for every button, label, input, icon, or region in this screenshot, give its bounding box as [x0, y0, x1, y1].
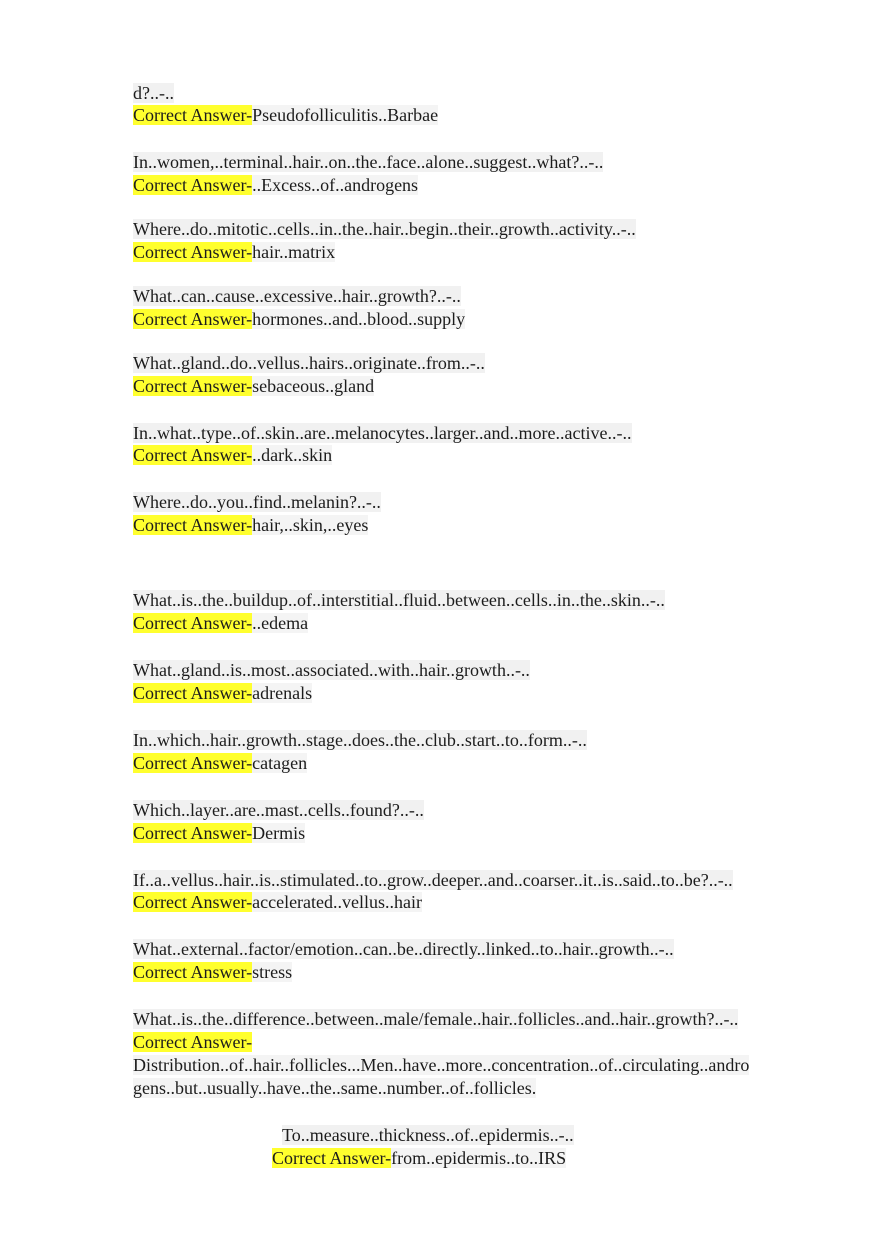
question-text: What..is..the..buildup..of..interstitial..fluid..between..cells..in..the..skin..-..	[133, 590, 665, 610]
correct-answer-label: Correct Answer-	[133, 175, 253, 195]
answer-text: Pseudofolliculitis..Barbae	[252, 105, 439, 125]
correct-answer-label: Correct Answer-	[133, 105, 253, 125]
answer-text: catagen	[252, 753, 308, 773]
question-text: Where..do..you..find..melanin?..-..	[133, 492, 381, 512]
answer-text: adrenals	[252, 683, 313, 703]
question-text: In..what..type..of..skin..are..melanocytes..larger..and..more..active..-..	[133, 423, 632, 443]
answer-text: hair,..skin,..eyes	[252, 515, 369, 535]
answer-text: ..Excess..of..androgens	[252, 175, 419, 195]
correct-answer-label: Correct Answer-	[133, 753, 253, 773]
answer-line	[133, 961, 292, 983]
answer-text: sebaceous..gland	[252, 376, 375, 396]
question-text: In..women,..terminal..hair..on..the..face..alone..suggest..what?..-..	[133, 152, 604, 172]
correct-answer-label: Correct Answer-	[133, 445, 253, 465]
correct-answer-label: Correct Answer-	[272, 1148, 392, 1168]
correct-answer-label: Correct Answer-	[133, 683, 253, 703]
question-text: In..which..hair..growth..stage..does..the..club..start..to..form..-..	[133, 730, 587, 750]
answer-line	[133, 752, 307, 774]
long-answer-text: gens..but..usually..have..the..same..number..of..follicles.	[133, 1078, 537, 1098]
answer-line	[133, 514, 368, 536]
answer-line	[133, 682, 312, 704]
answer-line	[272, 1147, 566, 1169]
question-text: To..measure..thickness..of..epidermis..-..	[282, 1125, 574, 1145]
question-text: If..a..vellus..hair..is..stimulated..to..grow..deeper..and..coarser..it..is..said..to..be?..-..	[133, 870, 733, 890]
answer-line	[133, 241, 335, 263]
answer-line	[133, 375, 374, 397]
question-text: d?..-..	[133, 83, 174, 103]
question-text: What..gland..is..most..associated..with..hair..growth..-..	[133, 660, 530, 680]
answer-line	[133, 1031, 252, 1053]
answer-text: hormones..and..blood..supply	[252, 309, 466, 329]
answer-line	[133, 822, 305, 844]
answer-line	[133, 308, 465, 330]
answer-text: Dermis	[252, 823, 306, 843]
long-answer-text: Distribution..of..hair..follicles...Men..have..more..concentration..of..circulating..andro	[133, 1055, 750, 1075]
correct-answer-label: Correct Answer-	[133, 242, 253, 262]
correct-answer-label: Correct Answer-	[133, 892, 253, 912]
answer-line	[133, 891, 422, 913]
correct-answer-label: Correct Answer-	[133, 515, 253, 535]
question-text: What..gland..do..vellus..hairs..originate..from..-..	[133, 353, 485, 373]
question-text: Which..layer..are..mast..cells..found?..-..	[133, 800, 424, 820]
answer-text: hair..matrix	[252, 242, 336, 262]
question-text: What..can..cause..excessive..hair..growth?..-..	[133, 286, 461, 306]
correct-answer-label: Correct Answer-	[133, 309, 253, 329]
correct-answer-label: Correct Answer-	[133, 823, 253, 843]
answer-line	[133, 612, 308, 634]
answer-line	[133, 444, 332, 466]
answer-text: ..edema	[252, 613, 309, 633]
correct-answer-label: Correct Answer-	[133, 962, 253, 982]
answer-text: from..epidermis..to..IRS	[391, 1148, 567, 1168]
answer-text: ..dark..skin	[252, 445, 333, 465]
answer-text: accelerated..vellus..hair	[252, 892, 423, 912]
correct-answer-label: Correct Answer-	[133, 613, 253, 633]
question-text: Where..do..mitotic..cells..in..the..hair..begin..their..growth..activity..-..	[133, 219, 636, 239]
question-text: What..is..the..difference..between..male/female..hair..follicles..and..hair..growth?..-..	[133, 1009, 739, 1029]
answer-text: stress	[252, 962, 293, 982]
correct-answer-label: Correct Answer-	[133, 376, 253, 396]
answer-line	[133, 104, 438, 126]
correct-answer-label: Correct Answer-	[133, 1032, 253, 1052]
answer-line	[133, 174, 418, 196]
question-text: What..external..factor/emotion..can..be..directly..linked..to..hair..growth..-..	[133, 939, 674, 959]
